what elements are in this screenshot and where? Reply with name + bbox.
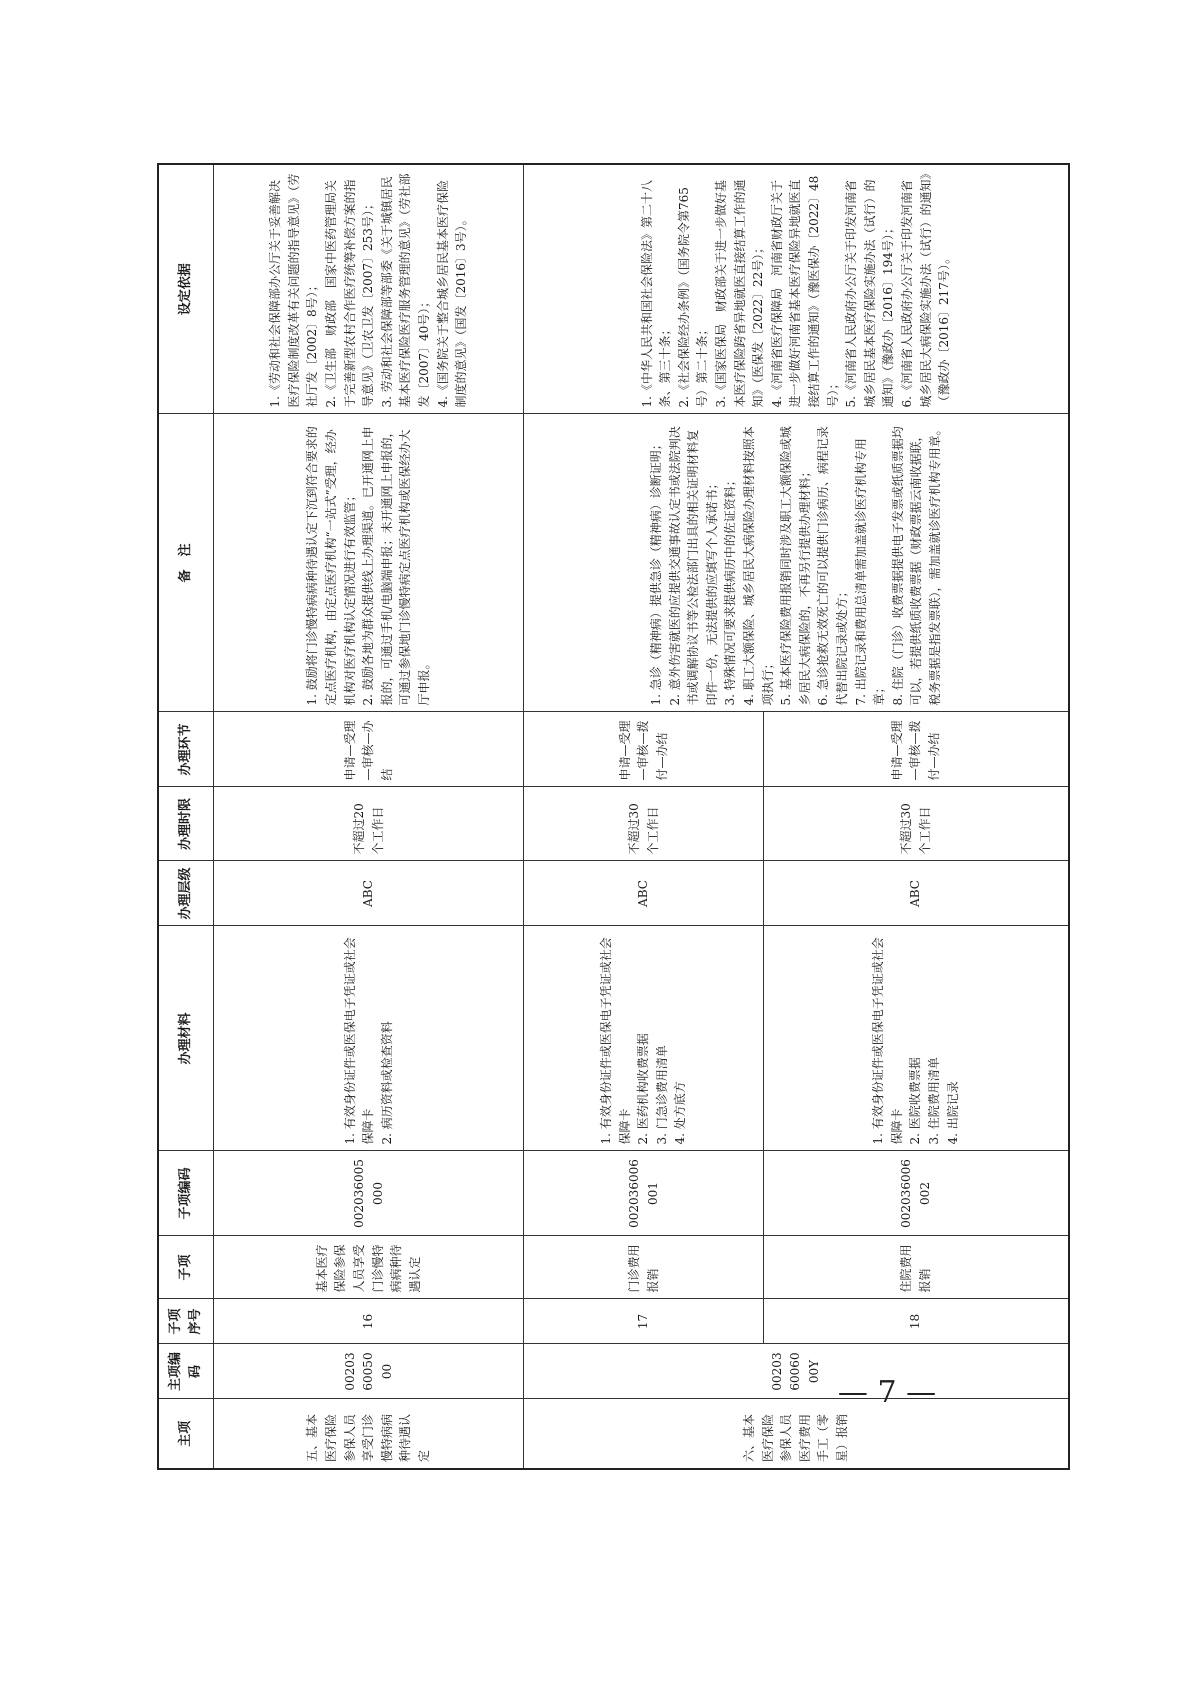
main-code-cell: 002036006000Y bbox=[523, 1344, 1068, 1399]
materials-item: 4. 出院记录 bbox=[945, 1080, 960, 1144]
materials-item: 2. 医药机构收费票据 bbox=[635, 1032, 650, 1144]
notes-item: 1. 急诊（精神病）提供急诊（精神病）诊断证明； bbox=[648, 437, 663, 705]
header-main-item: 主项 bbox=[158, 1399, 214, 1469]
materials-cell bbox=[523, 926, 763, 1151]
basis-item: 1.《劳动和社会保障部办公厅关于妥善解决医疗保险制度改革有关问题的指导意见》（劳社厅发〔2002〕8号）； bbox=[267, 172, 319, 407]
rotated-table-container bbox=[157, 165, 1062, 1470]
level-cell: ABC bbox=[523, 861, 763, 926]
materials-cell bbox=[213, 926, 523, 1151]
notes-item: 1. 鼓励将门诊慢特病病种待遇认定下沉到符合要求的定点医疗机构，由定点医疗机构“一站式”受理，经办机构对医疗机构认定情况进行有效监管； bbox=[304, 425, 357, 705]
materials-item: 1. 有效身份证件或医保电子凭证或社会保障卡 bbox=[342, 936, 375, 1144]
sub-item-cell: 门诊费用报销 bbox=[523, 1236, 763, 1299]
notes-cell bbox=[523, 414, 1068, 712]
materials-cell bbox=[763, 926, 1068, 1151]
notes-item: 6. 急诊抢救无效死亡的可以提供门诊病历、病程记录代替出院记录或处方； bbox=[815, 425, 849, 705]
header-basis: 设定依据 bbox=[158, 164, 214, 414]
header-sub-code: 子项编码 bbox=[158, 1151, 214, 1236]
table-row bbox=[213, 164, 523, 1469]
basis-item: 2.《社会保险经办条例》（国务院令第765号）第二十条； bbox=[676, 186, 709, 407]
notes-item: 2. 鼓励各地为群众提供线上办理渠道。已开通网上申报的，可通过手机/电脑端申报；未开通网上申报的，可通过参保地门诊慢特病定点医疗机构或医保经办大厅申报。 bbox=[360, 424, 431, 705]
notes-item: 4. 职工大额保险、城乡居民大病保险办理材料按照本项执行； bbox=[741, 425, 775, 705]
materials-item: 3. 住院费用清单 bbox=[926, 1056, 941, 1144]
notes-item: 8. 住院（门诊）收费票据提供电子发票或纸质票据均可以，若提供纸质收费票据（财政票据云南收据联，税务票据是指发票联），需加盖就诊医疗机构专用章。 bbox=[890, 422, 942, 705]
header-materials: 办理材料 bbox=[158, 926, 214, 1151]
procedure-cell: 申请—受理—审核—拨付—办结 bbox=[523, 712, 763, 787]
service-item-table bbox=[157, 163, 1070, 1470]
main-code-cell: 002036005000 bbox=[213, 1344, 523, 1399]
header-notes: 备 注 bbox=[158, 414, 214, 712]
basis-item: 4.《国务院关于整合城乡居民基本医疗保险制度的意见》（国发〔2016〕3号）。 bbox=[435, 179, 468, 407]
table-header-row bbox=[158, 164, 214, 1469]
header-sub-item: 子项 bbox=[158, 1236, 214, 1299]
page-number: — 7 — bbox=[837, 1375, 937, 1410]
sub-item-cell: 住院费用报销 bbox=[763, 1236, 1068, 1299]
basis-cell bbox=[213, 164, 523, 414]
main-item-cell: 六、基本医疗保险参保人员医疗费用手工（零星）报销 bbox=[523, 1399, 1068, 1469]
basis-item: 1.《中华人民共和国社会保险法》第二十八条、第三十条； bbox=[639, 179, 672, 407]
materials-item: 2. 病历资料或检查资料 bbox=[379, 1020, 394, 1144]
time-limit-cell: 不超过30个工作日 bbox=[523, 787, 763, 861]
time-limit-cell: 不超过20个工作日 bbox=[213, 787, 523, 861]
notes-cell bbox=[213, 414, 523, 712]
procedure-cell: 申请—受理—审核—办结 bbox=[213, 712, 523, 787]
materials-item: 4. 处方底方 bbox=[672, 1080, 687, 1144]
basis-cell bbox=[523, 164, 1068, 414]
notes-item: 7. 出院记录和费用总清单需加盖就诊医疗机构专用章； bbox=[853, 437, 886, 705]
materials-item: 1. 有效身份证件或医保电子凭证或社会保障卡 bbox=[598, 936, 632, 1144]
level-cell: ABC bbox=[213, 861, 523, 926]
notes-item: 2. 意外伤害就医的应提供交通事故认定书或法院判决书或调解协议书等公检法部门出具的相关证明材料复印件一份，无法提供的应填写个人承诺书； bbox=[667, 425, 719, 705]
basis-item: 5.《河南省人民政府办公厅关于印发河南省城乡居民基本医疗保险实施办法（试行）的通知》（豫政办〔2016〕194号）； bbox=[843, 178, 895, 407]
procedure-cell: 申请—受理—审核—拨付—办结 bbox=[763, 712, 1068, 787]
sub-no-cell: 16 bbox=[213, 1299, 523, 1344]
basis-item: 4.《河南省医疗保障局 河南省财政厅关于进一步做好河南省基本医疗保险异地就医直接结算工作的通知》（豫医保办〔2022〕48号）； bbox=[769, 175, 840, 407]
time-limit-cell: 不超过30个工作日 bbox=[763, 787, 1068, 861]
materials-item: 3. 门急诊费用清单 bbox=[654, 1044, 669, 1144]
notes-item: 3. 特殊情况可要求提供病历中的佐证资料； bbox=[722, 473, 737, 705]
main-item-cell: 五、基本医疗保险参保人员享受门诊慢特病病种待遇认定 bbox=[213, 1399, 523, 1469]
sub-item-cell: 基本医疗保险参保人员享受门诊慢特病病种待遇认定 bbox=[213, 1236, 523, 1299]
sub-no-cell: 17 bbox=[523, 1299, 763, 1344]
sub-code-cell: 002036006001 bbox=[523, 1151, 763, 1236]
header-time-limit: 办理时限 bbox=[158, 787, 214, 861]
materials-item: 2. 医院收费票据 bbox=[907, 1056, 922, 1144]
sub-code-cell: 002036006002 bbox=[763, 1151, 1068, 1236]
header-level: 办理层级 bbox=[158, 861, 214, 926]
basis-item: 3.《国家医保局 财政部关于进一步做好基本医疗保险跨省异地就医直接结算工作的通知》（医保发〔2022〕22号）； bbox=[713, 178, 765, 407]
notes-item: 5. 基本医疗保险费用报销同时涉及职工大额保险或城乡居民大病保险的，不再另行提供办理材料； bbox=[778, 425, 812, 705]
basis-item: 2.《卫生部 财政部 国家中医药管理局关于完善新型农村合作医疗统筹补偿方案的指导意见》（卫农卫发〔2007〕253号）； bbox=[323, 178, 375, 407]
level-cell: ABC bbox=[763, 861, 1068, 926]
sub-no-cell: 18 bbox=[763, 1299, 1068, 1344]
sub-code-cell: 002036005000 bbox=[213, 1151, 523, 1236]
table-row bbox=[523, 164, 763, 1469]
header-procedure: 办理环节 bbox=[158, 712, 214, 787]
basis-item: 3. 劳动和社会保障部等部委《关于城镇居民基本医疗保险医疗服务管理的意见》（劳社部发〔2007〕40号）； bbox=[379, 172, 431, 407]
header-main-code: 主项编码 bbox=[158, 1344, 214, 1399]
materials-item: 1. 有效身份证件或医保电子凭证或社会保障卡 bbox=[870, 936, 904, 1144]
header-sub-no: 子项序号 bbox=[158, 1299, 214, 1344]
basis-item: 6.《河南省人民政府办公厅关于印发河南省城乡居民大病保险实施办法（试行）的通知》（豫政办〔2016〕217号）。 bbox=[899, 172, 951, 407]
